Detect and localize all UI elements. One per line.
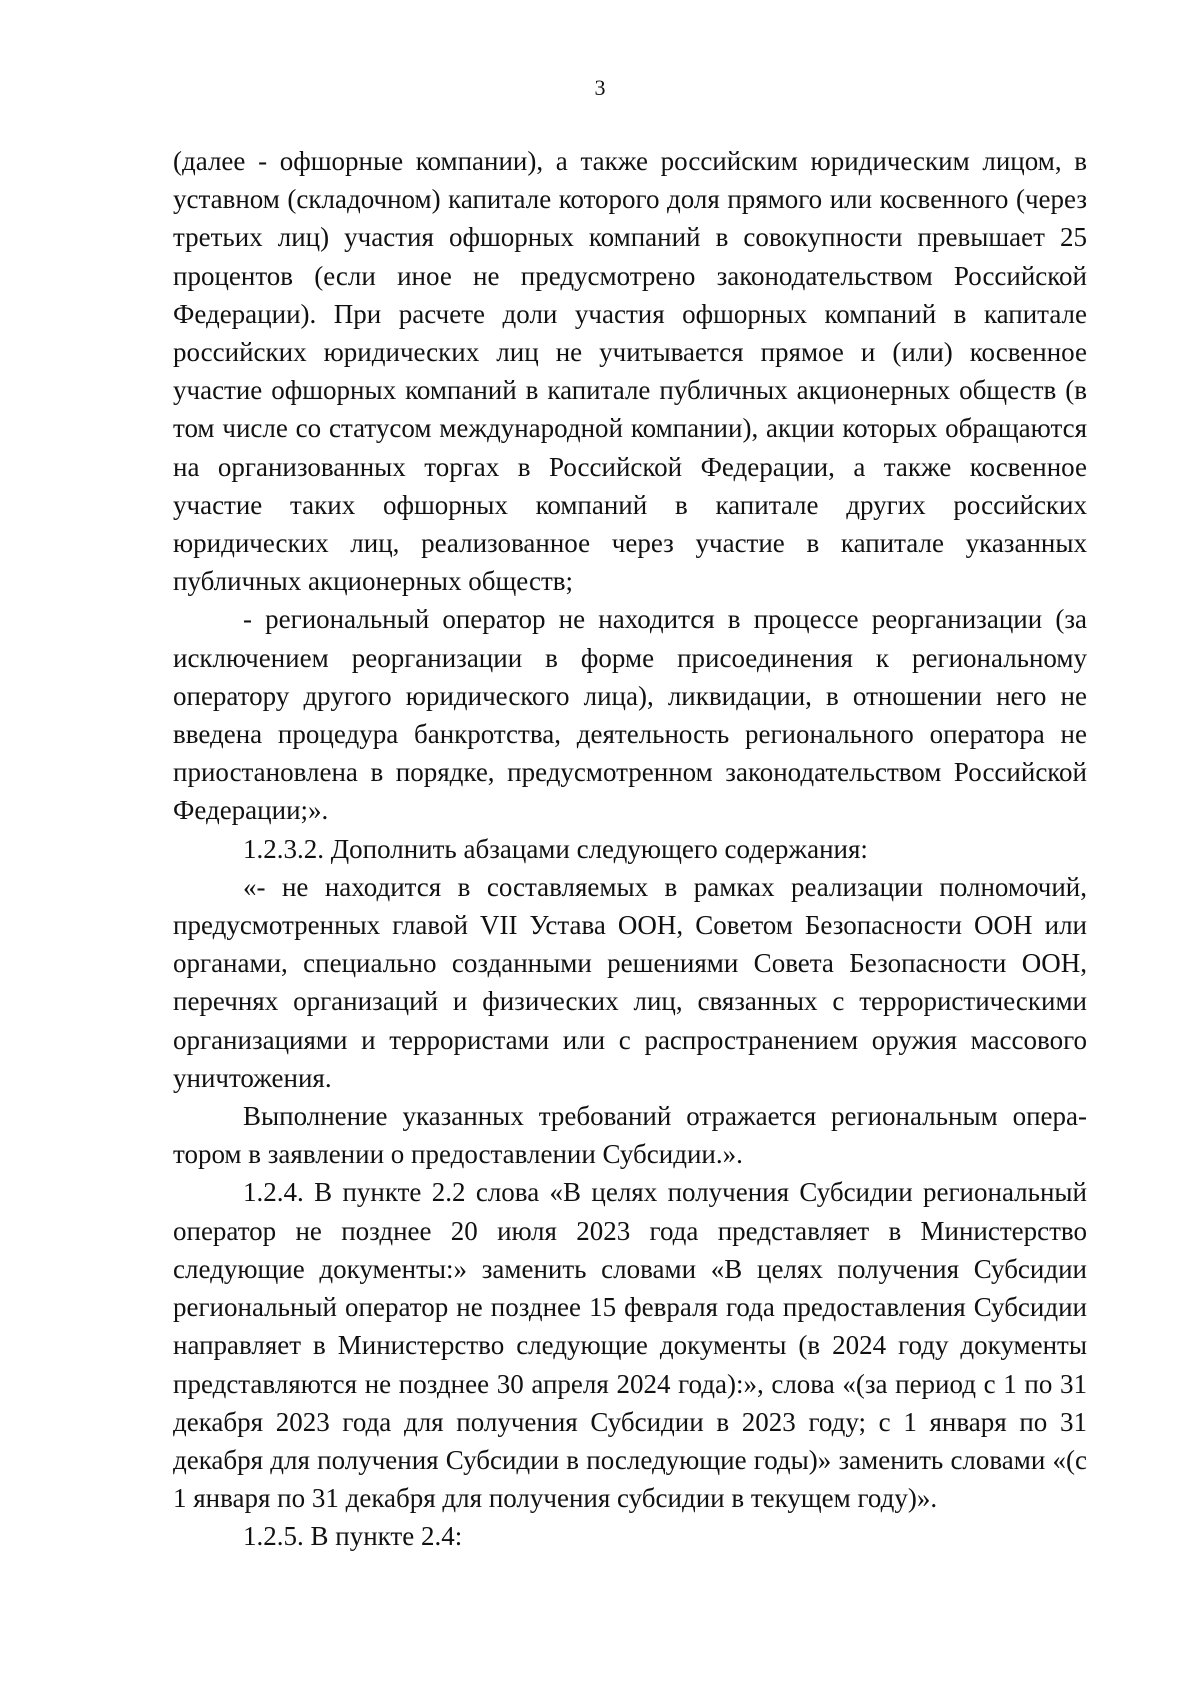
paragraph-1-2-3-2-heading: 1.2.3.2. Дополнить абзацами следующего содержания: [243, 833, 868, 864]
paragraph-1-2-5-heading: 1.2.5. В пункте 2.4: [243, 1521, 463, 1552]
paragraph-application-statement: Выполнение указанных требований отражается региональным оператором в заявлении о предоставлении Субсидии.». [173, 1101, 1087, 1170]
page-number: 3 [594, 75, 606, 100]
paragraph-reorganization-requirement: - региональный оператор не находится в процессе реорганизации (за исключением реорганизации в форме присоединения к региональному оператору другого юридического лица), ликвидации, в отношении него не введена процедура банкротства, деятельность регионального оператора не приостановлена в порядке, предусмотренном законодательством Российской Федерации;». [173, 604, 1087, 826]
paragraph-offshore-companies: (далее - офшорные компании), а также российским юридическим лицом, в уставном (складочном) капитале которого доля прямого или косвенного (через третьих лиц) участия офшорных компаний в совокупности превышает 25 процентов (если иное не предусмотрено законодательством Российской Федерации). При расчете доли участия офшорных компаний в капитале российских юридических лиц не учитывается прямое и (или) косвенное участие офшорных компаний в капитале публичных акционерных обществ (в том числе со статусом международной компании), акции которых обращаются на организованных торгах в Российской Федерации, а также косвенное участие таких офшорных компаний в капитале других российских юридических лиц, реализованное через участие в капитале указанных публичных акционерных обществ; [173, 146, 1087, 597]
paragraph-sanctions-list-requirement: «- не находится в составляемых в рамках реализации полномочий, предусмотренных главой VII Устава ООН, Советом Безопасности ООН или органами, специально созданными решениями Совета Безопасности ООН, перечнях организаций и физических лиц, связанных с террористическими организациями и террористами или с распространением оружия массового уничтожения. [173, 871, 1087, 1093]
paragraph-1-2-4-amendment: 1.2.4. В пункте 2.2 слова «В целях получения Субсидии региональный оператор не позднее 20 июля 2023 года представляет в Министерство следующие документы:» заменить словами «В целях получения Субсидии региональный оператор не позднее 15 февраля года предоставления Субсидии направляет в Министерство следующие документы (в 2024 году документы представляются не позднее 30 апреля 2024 года):», слова «(за период с 1 по 31 декабря 2023 года для получения Субсидии в 2023 году; с 1 января по 31 декабря для получения Субсидии в последующие годы)» заменить словами «(с 1 января по 31 декабря для получения субсидии в текущем году)». [173, 1177, 1087, 1514]
document-body [173, 142, 1087, 1556]
